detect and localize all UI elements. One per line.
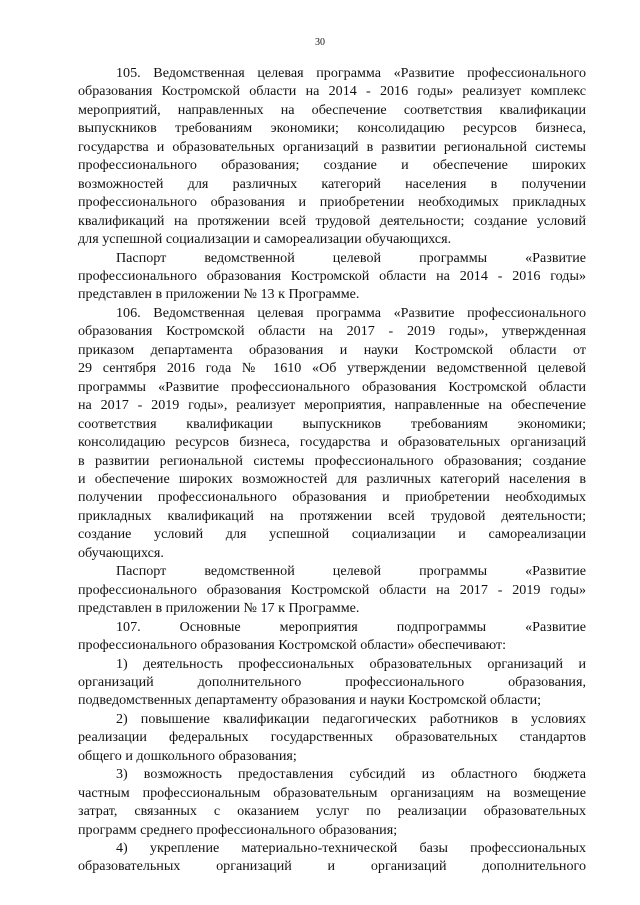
paragraph-line: возможностей для различных категорий населения в получении bbox=[78, 175, 586, 192]
paragraph-line: приказом департамента образования и науки Костромской области от bbox=[78, 341, 586, 358]
paragraph-line: общего и дошкольного образования; bbox=[78, 747, 297, 764]
paragraph-line: выпускников требованиям экономики; консолидацию ресурсов бизнеса, bbox=[78, 120, 586, 137]
paragraph-line: соответствия квалификации выпускников требованиям экономики; bbox=[78, 415, 586, 432]
paragraph-line: создание условий для успешной социализации и самореализации bbox=[78, 526, 586, 543]
paragraph-line: образовательных организаций и организаций дополнительного bbox=[78, 858, 586, 875]
paragraph-line: профессионального образования Костромской области» обеспечивают: bbox=[78, 637, 507, 654]
paragraph-line: реализации федеральных государственных образовательных стандартов bbox=[78, 729, 586, 746]
paragraph-line: 107. Основные мероприятия подпрограммы «Развитие bbox=[116, 618, 586, 635]
paragraph-line: частным профессиональным образовательным организациям на возмещение bbox=[78, 784, 586, 801]
paragraph-line: в развитии региональной системы профессионального образования; создание bbox=[78, 452, 586, 469]
paragraph-line: квалификаций на протяжении всей трудовой деятельности; создание условий bbox=[78, 212, 586, 229]
paragraph-line: профессионального образования Костромской области на 2014 - 2016 годы» bbox=[78, 267, 586, 284]
paragraph-line: 2) повышение квалификации педагогических работников в условиях bbox=[116, 710, 586, 727]
paragraph-line: представлен в приложении № 17 к Программе. bbox=[78, 600, 360, 617]
paragraph-line: 106. Ведомственная целевая программа «Развитие профессионального bbox=[116, 304, 586, 321]
paragraph-line: на 2017 - 2019 годы», реализует мероприятия, направленные на обеспечение bbox=[78, 397, 586, 414]
paragraph-line: обучающихся. bbox=[78, 544, 164, 561]
paragraph-line: 1) деятельность профессиональных образовательных организаций и bbox=[116, 655, 586, 672]
paragraph-line: представлен в приложении № 13 к Программе. bbox=[78, 286, 360, 303]
paragraph-line: и обеспечение широких возможностей для различных категорий населения в bbox=[78, 470, 586, 487]
paragraph-line: образования Костромской области на 2014 - 2016 годы» реализует комплекс bbox=[78, 83, 586, 100]
paragraph-line: получении профессионального образования и приобретении необходимых bbox=[78, 489, 586, 506]
paragraph-line: затрат, связанных с оказанием услуг по реализации образовательных bbox=[78, 803, 586, 820]
paragraph-line: Паспорт ведомственной целевой программы «Развитие bbox=[116, 249, 586, 266]
paragraph-line: профессионального образования и приобретении необходимых прикладных bbox=[78, 194, 586, 211]
paragraph-line: программ среднего профессионального образования; bbox=[78, 821, 398, 838]
paragraph-line: подведомственных департаменту образования и науки Костромской области; bbox=[78, 692, 542, 709]
paragraph-line: 29 сентября 2016 года № 1610 «Об утверждении ведомственной целевой bbox=[78, 360, 586, 377]
page-number: 30 bbox=[315, 37, 325, 48]
paragraph-line: прикладных квалификаций на протяжении всей трудовой деятельности; bbox=[78, 507, 586, 524]
paragraph-line: 105. Ведомственная целевая программа «Развитие профессионального bbox=[116, 65, 586, 81]
paragraph-line: 3) возможность предоставления субсидий из областного бюджета bbox=[116, 766, 586, 783]
paragraph-line: для успешной социализации и самореализации обучающихся. bbox=[78, 231, 452, 248]
paragraph-line: консолидацию ресурсов бизнеса, государства и образовательных организаций bbox=[78, 434, 586, 451]
paragraph-line: образования Костромской области на 2017 - 2019 годы», утвержденная bbox=[78, 323, 586, 340]
document-body bbox=[78, 64, 586, 876]
paragraph-line: мероприятий, направленных на обеспечение соответствия квалификации bbox=[78, 101, 586, 118]
paragraph-line: 4) укрепление материально-технической базы профессиональных bbox=[116, 840, 586, 857]
paragraph-line: профессионального образования; создание и обеспечение широких bbox=[78, 157, 586, 174]
paragraph-line: программы «Развитие профессионального образования Костромской области bbox=[78, 378, 586, 395]
paragraph-line: Паспорт ведомственной целевой программы «Развитие bbox=[116, 563, 586, 580]
paragraph-line: государства и образовательных организаций в развитии региональной системы bbox=[78, 138, 586, 155]
paragraph-line: организаций дополнительного профессионального образования, bbox=[78, 673, 586, 690]
paragraph-line: профессионального образования Костромской области на 2017 - 2019 годы» bbox=[78, 581, 586, 598]
